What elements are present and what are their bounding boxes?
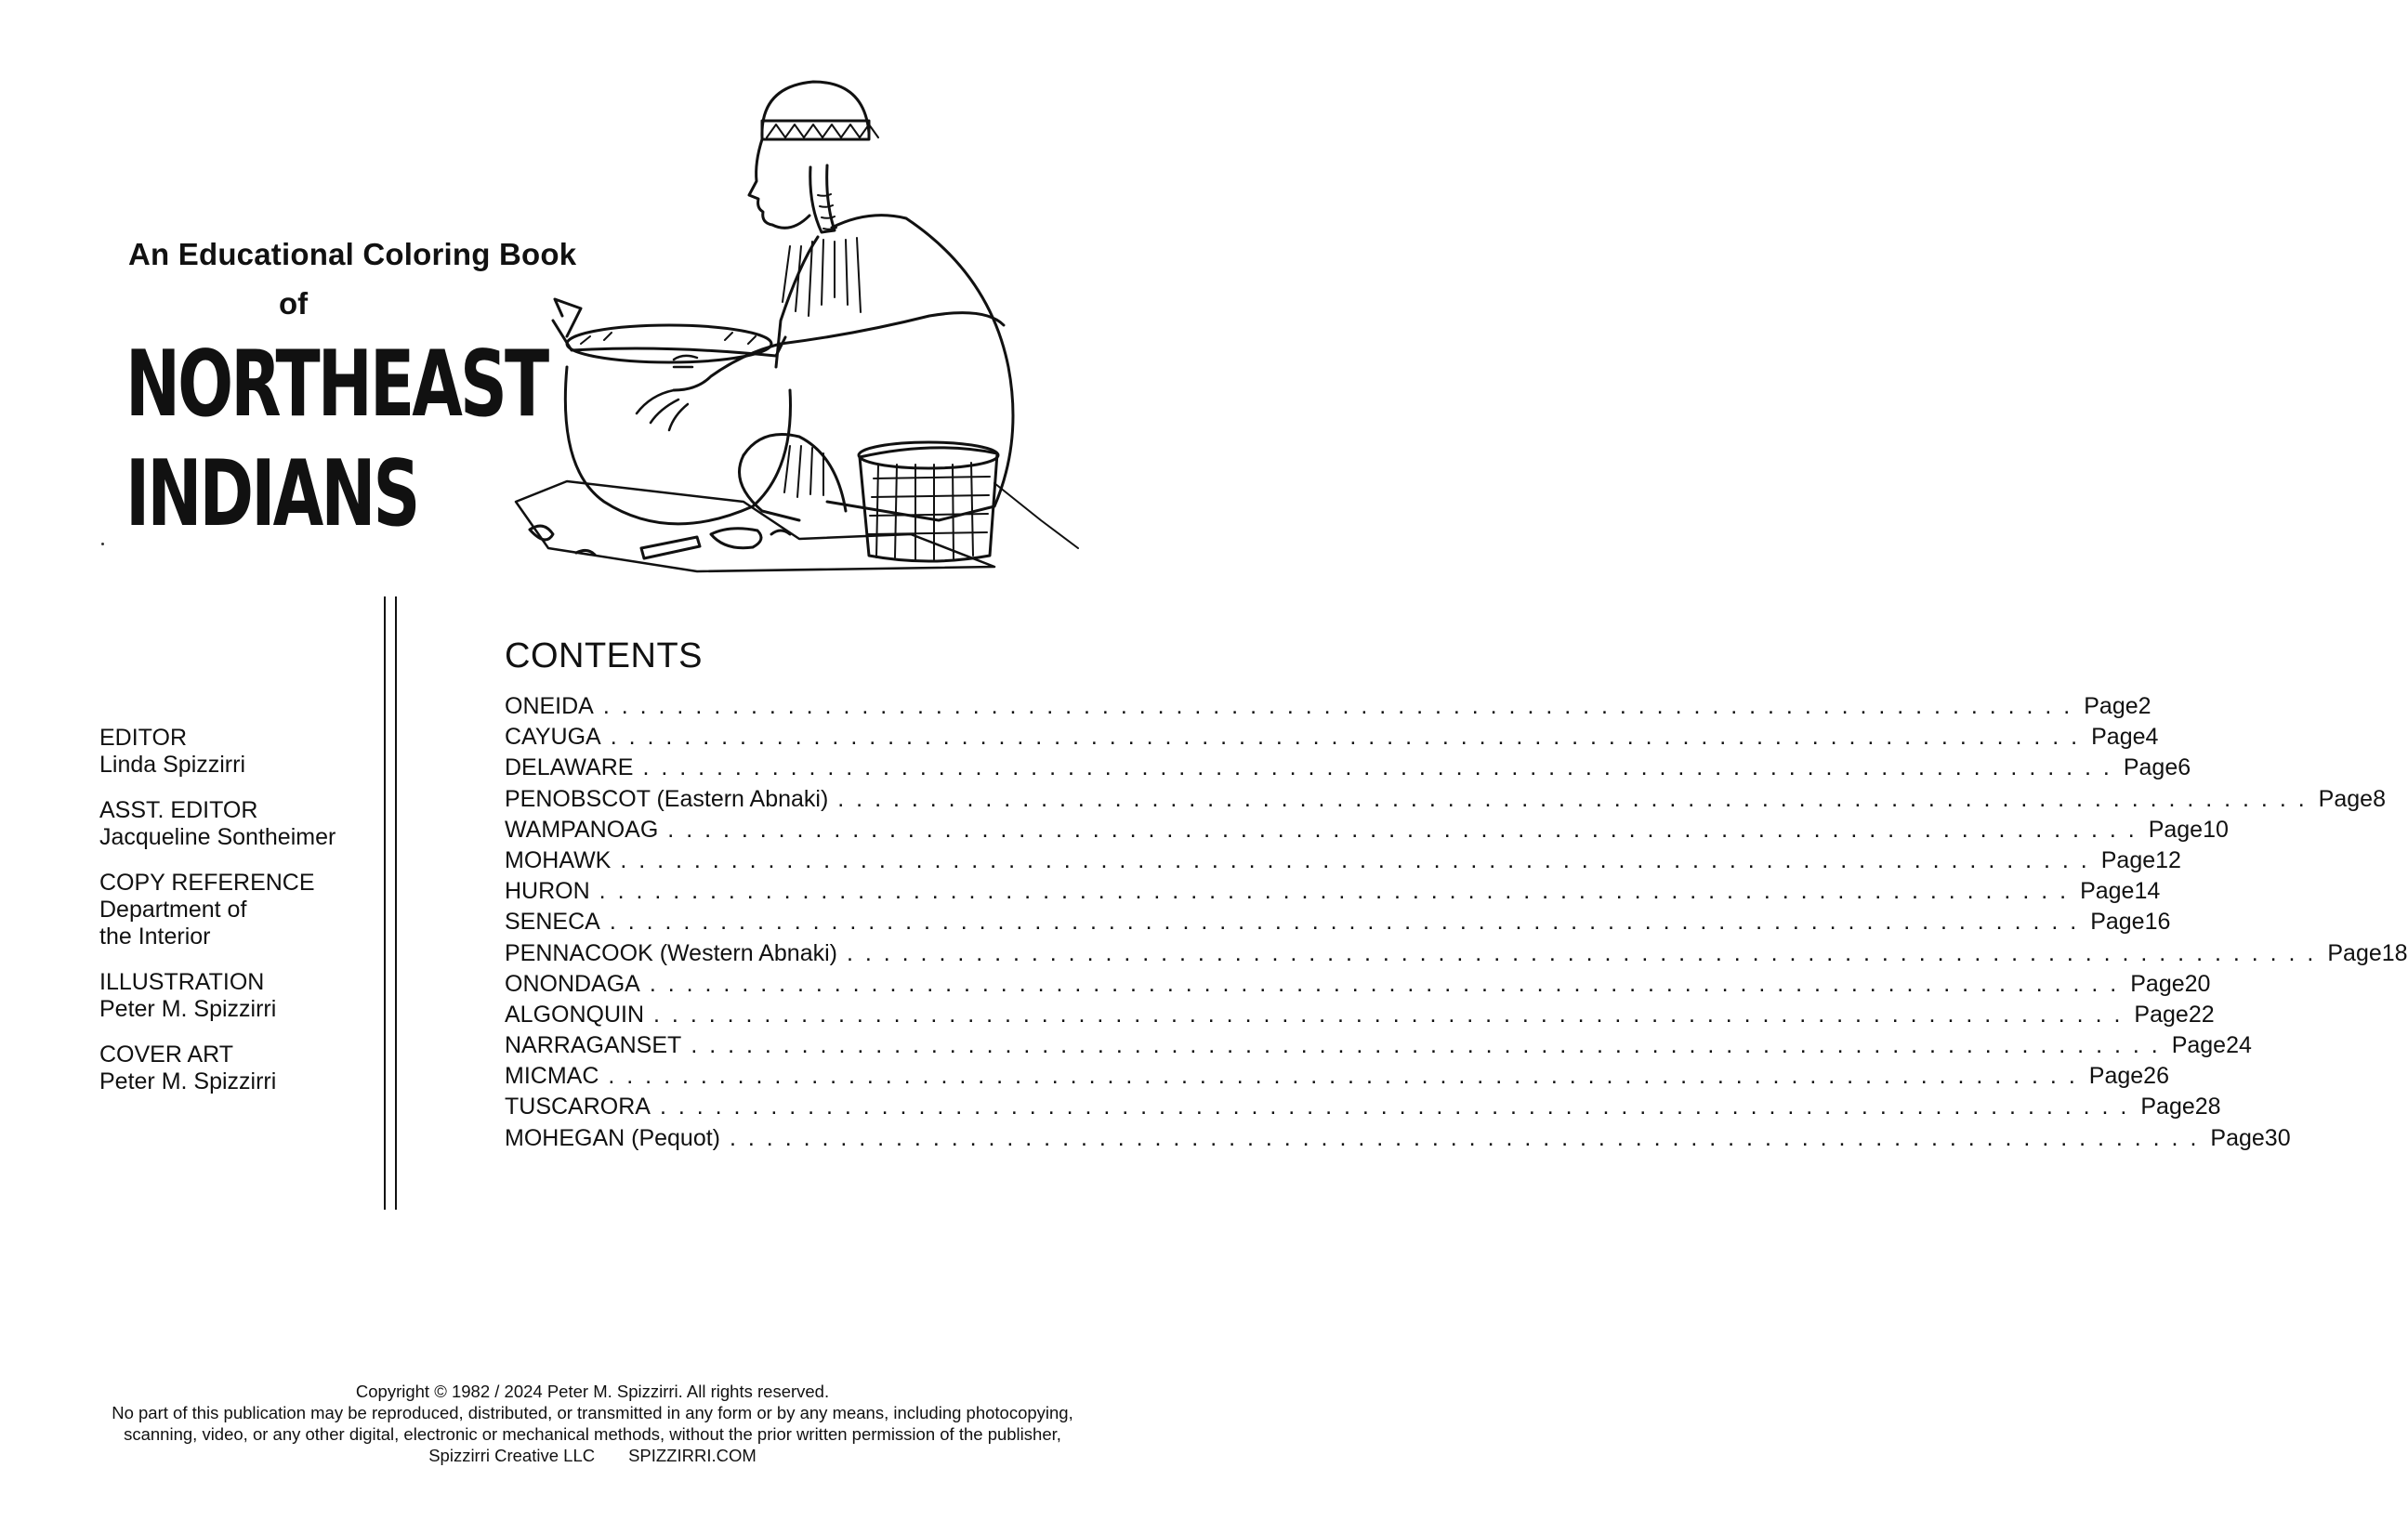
contents-entry	[505, 846, 2181, 878]
contents-entry-name: MOHAWK	[505, 846, 612, 873]
contents-page-word: Page	[2080, 878, 2135, 905]
contents-entry	[505, 1094, 2221, 1124]
copyright-footer	[0, 1381, 1185, 1466]
contents-entry	[505, 1124, 2291, 1156]
contents-page-number: 14	[2134, 878, 2161, 905]
contents-entry	[505, 754, 2191, 785]
stray-dot	[101, 543, 104, 545]
credit-cover-art	[99, 1042, 336, 1095]
leader-dots: . . . . . . . . . . . . . . . . . . . . . . . . . . . . . . . . . . . . . . . . . . . . . . . . . . . . . . . . . . . . . . . . . . . . . . . . . . . . . . . .	[667, 816, 2138, 843]
credit-name: Peter M. Spizzirri	[99, 1068, 277, 1094]
contents-page-number: 24	[2226, 1032, 2252, 1059]
contents-page-word: Page	[2130, 970, 2185, 997]
leader-dots: . . . . . . . . . . . . . . . . . . . . . . . . . . . . . . . . . . . . . . . . . . . . . . . . . . . . . . . . . . . . . . . . . . . . . . . . . . . . . . . .	[610, 724, 2081, 751]
contents-page-word: Page	[2140, 1094, 2195, 1120]
credits	[99, 725, 336, 1114]
rights-notice-line-1: No part of this publication may be reproduced, distributed, or transmitted in any form or by any means, including photocopying,	[112, 1403, 1073, 1422]
contents-entry-name: DELAWARE	[505, 754, 634, 781]
contents-entry	[505, 970, 2211, 1002]
contents-page-number: 20	[2184, 970, 2211, 997]
contents-entry-name: PENNACOOK (Western Abnaki)	[505, 939, 837, 966]
credit-role: ASST. EDITOR	[99, 797, 258, 823]
contents-page-word: Page	[2327, 939, 2382, 966]
credit-name: Peter M. Spizzirri	[99, 996, 277, 1022]
contents-entry-name: ONEIDA	[505, 693, 594, 719]
credit-name-line-2: the Interior	[99, 924, 211, 950]
publisher-line: Spizzirri Creative LLC SPIZZIRRI.COM	[428, 1446, 757, 1465]
contents-page-number: 6	[2178, 754, 2191, 781]
leader-dots: . . . . . . . . . . . . . . . . . . . . . . . . . . . . . . . . . . . . . . . . . . . . . . . . . . . . . . . . . . . . . . . . . . . . . . . . . . . . . . . .	[599, 878, 2070, 905]
contents-page-number: 4	[2145, 724, 2159, 751]
contents-entry-name: TUSCARORA	[505, 1094, 651, 1120]
leader-dots: . . . . . . . . . . . . . . . . . . . . . . . . . . . . . . . . . . . . . . . . . . . . . . . . . . . . . . . . . . . . . . . . . . . . . . . . . . . . . . . .	[642, 754, 2112, 781]
leader-dots: . . . . . . . . . . . . . . . . . . . . . . . . . . . . . . . . . . . . . . . . . . . . . . . . . . . . . . . . . . . . . . . . . . . . . . . . . . . . . . . .	[620, 846, 2090, 873]
contents-entry	[505, 816, 2229, 847]
contents-entry	[505, 909, 2171, 939]
contents-heading: CONTENTS	[505, 636, 703, 675]
contents-entry-name: NARRAGANSET	[505, 1032, 682, 1059]
contents-page-number: 18	[2381, 939, 2408, 966]
contents-page-number: 10	[2203, 816, 2229, 843]
contents-entry-name: ALGONQUIN	[505, 1001, 645, 1028]
credit-copy-reference	[99, 870, 336, 950]
leader-dots: . . . . . . . . . . . . . . . . . . . . . . . . . . . . . . . . . . . . . . . . . . . . . . . . . . . . . . . . . . . . . . . . . . . . . . . . . . . . . . . .	[649, 970, 2120, 997]
copyright-line: Copyright © 1982 / 2024 Peter M. Spizzirri. All rights reserved.	[355, 1382, 830, 1401]
contents-entry-name: PENOBSCOT (Eastern Abnaki)	[505, 785, 829, 812]
contents-list	[505, 693, 2408, 1156]
contents-entry	[505, 1001, 2215, 1032]
book-title-line-1: NORTHEAST	[125, 332, 547, 438]
contents-page-number: 2	[2138, 693, 2151, 719]
credit-role: COVER ART	[99, 1042, 234, 1068]
credit-role: EDITOR	[99, 725, 187, 751]
contents-page-number: 22	[2188, 1001, 2215, 1028]
contents-page-word: Page	[2134, 1001, 2189, 1028]
contents-entry	[505, 1032, 2252, 1063]
contents-entry	[505, 1063, 2169, 1094]
contents-page-word: Page	[2123, 754, 2178, 781]
divider-rule-right	[395, 596, 397, 1210]
cover-illustration	[511, 65, 1097, 585]
book-title	[125, 330, 546, 549]
contents-entry-name: MOHEGAN (Pequot)	[505, 1124, 721, 1151]
leader-dots: . . . . . . . . . . . . . . . . . . . . . . . . . . . . . . . . . . . . . . . . . . . . . . . . . . . . . . . . . . . . . . . . . . . . . . . . . . . . . . . .	[653, 1001, 2124, 1028]
credit-role: ILLUSTRATION	[99, 969, 265, 995]
contents-entry	[505, 693, 2151, 724]
leader-dots: . . . . . . . . . . . . . . . . . . . . . . . . . . . . . . . . . . . . . . . . . . . . . . . . . . . . . . . . . . . . . . . . . . . . . . . . . . . . . . . .	[837, 785, 2308, 812]
contents-page-word: Page	[2091, 724, 2146, 751]
contents-entry-name: ONONDAGA	[505, 970, 640, 997]
contents-page-number: 26	[2143, 1063, 2169, 1090]
leader-dots: . . . . . . . . . . . . . . . . . . . . . . . . . . . . . . . . . . . . . . . . . . . . . . . . . . . . . . . . . . . . . . . . . . . . . . . . . . . . . . . .	[608, 1063, 2078, 1090]
contents-entry-name: CAYUGA	[505, 724, 601, 751]
contents-page-word: Page	[2090, 909, 2145, 936]
book-title-line-2: INDIANS	[125, 441, 418, 547]
book-subtitle-of: of	[279, 286, 309, 321]
credit-illustration	[99, 969, 336, 1023]
leader-dots: . . . . . . . . . . . . . . . . . . . . . . . . . . . . . . . . . . . . . . . . . . . . . . . . . . . . . . . . . . . . . . . . . . . . . . . . . . . . . . . .	[609, 909, 2080, 936]
credit-role: COPY REFERENCE	[99, 870, 315, 896]
book-subtitle: An Educational Coloring Book	[128, 237, 577, 271]
leader-dots: . . . . . . . . . . . . . . . . . . . . . . . . . . . . . . . . . . . . . . . . . . . . . . . . . . . . . . . . . . . . . . . . . . . . . . . . . . . . . . . .	[691, 1032, 2161, 1059]
contents-page-number: 12	[2155, 846, 2181, 873]
contents-entry-name: HURON	[505, 878, 590, 905]
contents-page-word: Page	[2088, 1063, 2144, 1090]
divider-rule-left	[384, 596, 386, 1210]
contents-entry	[505, 724, 2159, 754]
credit-editor	[99, 725, 336, 779]
contents-entry	[505, 939, 2408, 971]
contents-page-word: Page	[2148, 816, 2204, 843]
contents-entry	[505, 785, 2386, 817]
rights-notice-line-2: scanning, video, or any other digital, electronic or mechanical methods, without the prior written permission of the publisher,	[124, 1424, 1061, 1444]
leader-dots: . . . . . . . . . . . . . . . . . . . . . . . . . . . . . . . . . . . . . . . . . . . . . . . . . . . . . . . . . . . . . . . . . . . . . . . . . . . . . . . .	[659, 1094, 2130, 1120]
leader-dots: . . . . . . . . . . . . . . . . . . . . . . . . . . . . . . . . . . . . . . . . . . . . . . . . . . . . . . . . . . . . . . . . . . . . . . . . . . . . . . . .	[730, 1124, 2200, 1151]
leader-dots: . . . . . . . . . . . . . . . . . . . . . . . . . . . . . . . . . . . . . . . . . . . . . . . . . . . . . . . . . . . . . . . . . . . . . . . . . . . . . . . .	[602, 693, 2073, 719]
leader-dots: . . . . . . . . . . . . . . . . . . . . . . . . . . . . . . . . . . . . . . . . . . . . . . . . . . . . . . . . . . . . . . . . . . . . . . . . . . . . . . . .	[846, 939, 2317, 966]
credit-name: Jacqueline Sontheimer	[99, 824, 336, 850]
credit-name: Department of	[99, 897, 247, 923]
credit-name: Linda Spizzirri	[99, 752, 246, 778]
contents-page-word: Page	[2100, 846, 2156, 873]
contents-page-number: 28	[2194, 1094, 2221, 1120]
contents-page-number: 16	[2144, 909, 2171, 936]
contents-entry-name: MICMAC	[505, 1063, 599, 1090]
credit-asst-editor	[99, 797, 336, 851]
contents-page-number: 8	[2373, 785, 2386, 812]
contents-page-word: Page	[2171, 1032, 2227, 1059]
contents-page-word: Page	[2210, 1124, 2265, 1151]
contents-page-number: 30	[2264, 1124, 2291, 1151]
contents-page-word: Page	[2084, 693, 2138, 719]
contents-page-word: Page	[2318, 785, 2374, 812]
contents-entry-name: SENECA	[505, 909, 600, 936]
contents-entry	[505, 878, 2161, 909]
contents-entry-name: WAMPANOAG	[505, 816, 659, 843]
